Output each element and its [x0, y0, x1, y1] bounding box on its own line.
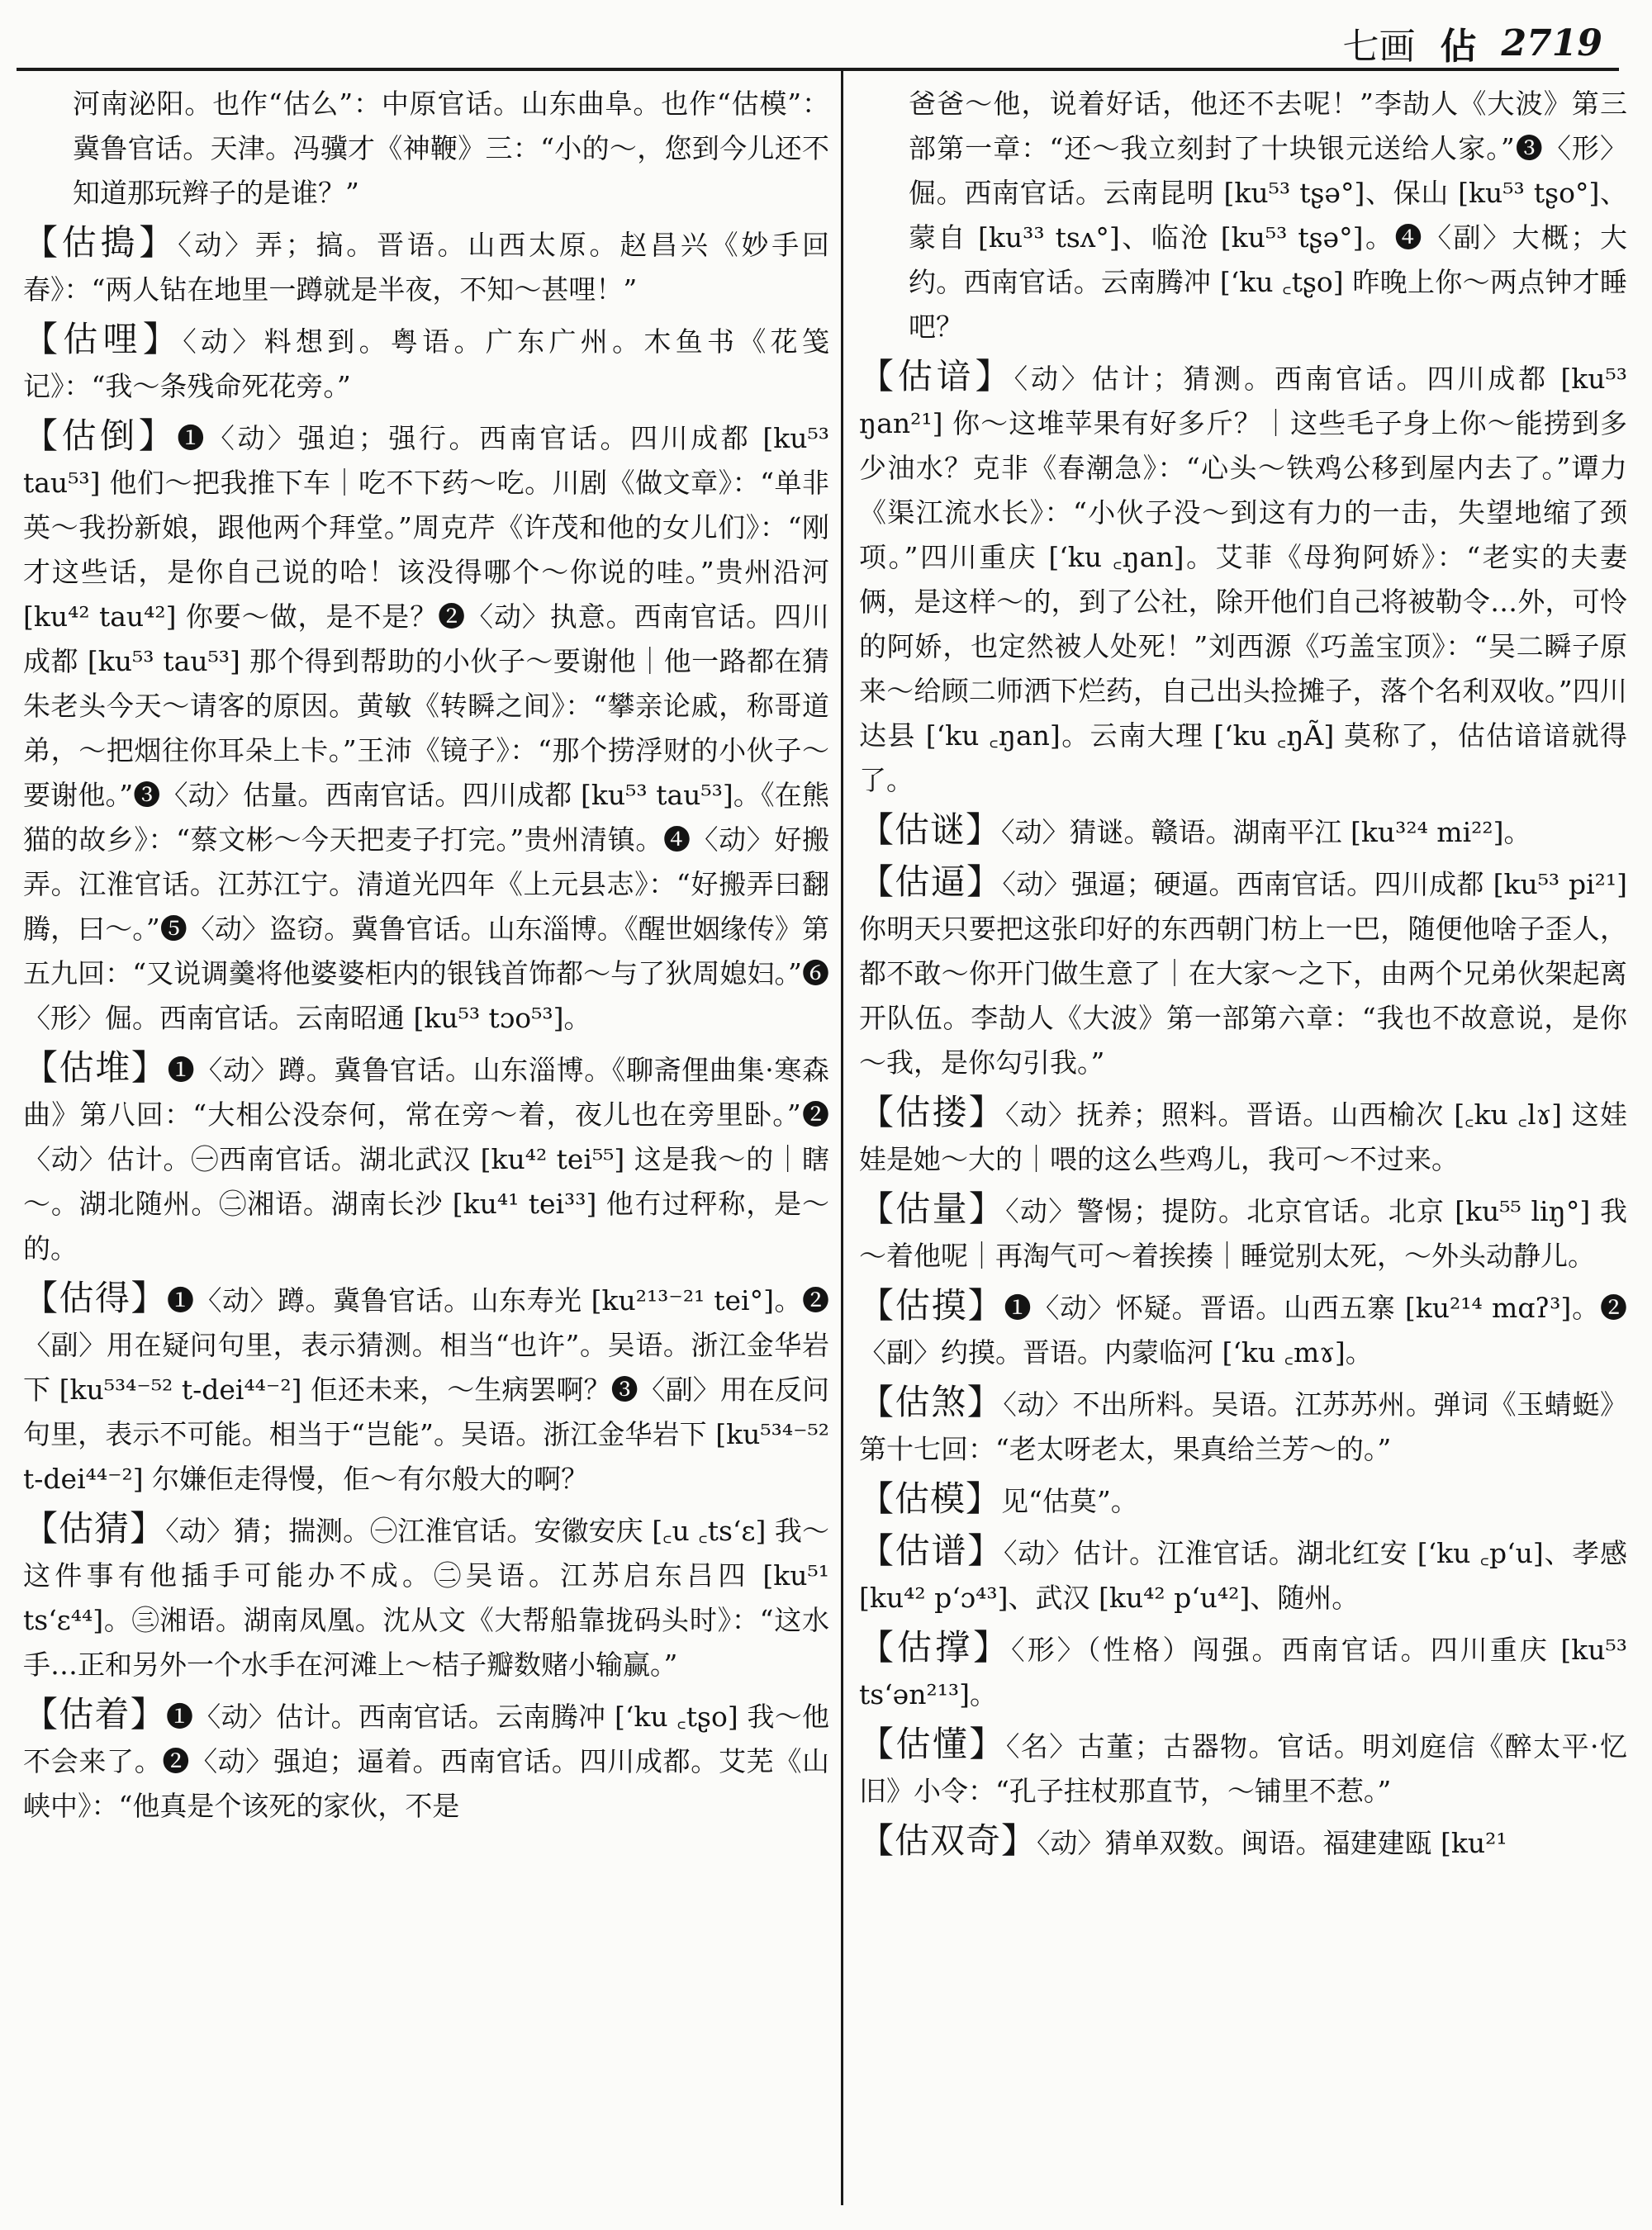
entry-headword: 【估堆】: [23, 1047, 168, 1088]
entry-headword: 【估得】: [23, 1278, 168, 1318]
dictionary-entry: [859, 1819, 1627, 1866]
entry-headword: 【估谜】: [859, 809, 1002, 850]
entry-headword: 【估搂】: [859, 1092, 1006, 1132]
dictionary-entry: [859, 354, 1627, 803]
page-number: 2719: [1501, 21, 1602, 64]
entry-text: ❶〈动〉蹲。冀鲁官话。山东淄博。《聊斋俚曲集·寒森曲》第八回：“大相公没奈何，常在旁～着，夜儿也在旁里卧。”❷〈动〉估计。㊀西南官话。湖北武汉 [ku⁴² tei⁵⁵] 这是我～的｜瞎～。湖北随州。㊁湘语。湖南长沙 [ku⁴¹ tei³³] 他冇过秤称，是～的。: [23, 1054, 829, 1264]
dictionary-entry: [23, 79, 829, 216]
dictionary-entry: [859, 1477, 1627, 1524]
entry-text: 〈名〉古董；古器物。官话。明刘庭信《醉太平·忆旧》小令：“孔子拄杖那直节，～铺里不惹。”: [859, 1730, 1627, 1807]
entry-headword: 【估撑】: [859, 1627, 1012, 1668]
entry-headword: 【估谱】: [859, 1530, 1004, 1571]
entry-headword: 【估煞】: [859, 1382, 1004, 1422]
entry-headword: 【估谙】: [859, 356, 1014, 396]
entry-headword: 【估量】: [859, 1189, 1006, 1229]
dictionary-entry: [859, 1187, 1627, 1279]
entry-headword: 【估着】: [23, 1694, 167, 1734]
entry-text: 〈动〉不出所料。吴语。江苏苏州。弹词《玉蜻蜓》第十七回：“老太呀老太，果真给兰芳～的。”: [859, 1388, 1627, 1465]
section-label: 七画: [1342, 26, 1416, 68]
header-rule: [17, 68, 1619, 71]
dictionary-entry: [859, 1722, 1627, 1814]
dictionary-entry: [859, 860, 1627, 1085]
entry-text: 〈动〉弄；搞。晋语。山西太原。赵昌兴《妙手回春》：“两人钻在地里一蹲就是半夜，不知～甚哩！”: [23, 229, 829, 306]
entry-text: 〈动〉估计。江淮官话。湖北红安 [‘ku ꜀p‘u]、孝感 [ku⁴² p‘ɔ⁴³]、武汉 [ku⁴² p‘u⁴²]、随州。: [859, 1537, 1627, 1614]
entry-text: 〈动〉估计；猜测。西南官话。四川成都 [ku⁵³ ŋan²¹] 你～这堆苹果有好多斤？｜这些毛子身上你～能捞到多少油水？克非《春潮急》：“心头～铁鸡公移到屋内去了。”谭力《渠江流水长》：“小伙子没～到这有力的一击，失望地缩了颈项。”四川重庆 [‘ku ꜀ŋan]。艾菲《母狗阿娇》：“老实的夫妻俩，是这样～的，到了公社，除开他们自己将被勒令…外，可怜的阿娇，也定然被人处死！”刘西源《巧盖宝顶》：“吴二瞬子原来～给顾二师洒下烂药，自己出头捡摊子，落个名利双收。”四川达县 [‘ku ꜀ŋan]。云南大理 [‘ku ꜀ŋÃ] 莫称了，估估谙谙就得了。: [859, 363, 1627, 796]
entry-headword: 【估猜】: [23, 1508, 166, 1549]
dictionary-entry: [23, 1506, 829, 1687]
entry-text: 〈动〉抚养；照料。晋语。山西榆次 [꜀ku ꜀lɤ] 这娃娃是她～大的｜喂的这么些鸡儿，我可～不过来。: [859, 1098, 1627, 1175]
entry-text: 〈形〉（性格）闯强。西南官话。四川重庆 [ku⁵³ ts‘ən²¹³]。: [859, 1634, 1627, 1710]
right-column: [859, 79, 1627, 2213]
dictionary-entry: [859, 79, 1627, 349]
dictionary-entry: [23, 221, 829, 312]
entry-text: ❶〈动〉强迫；强行。西南官话。四川成都 [ku⁵³ tau⁵³] 他们～把我推下车｜吃不下药～吃。川剧《做文章》：“单非英～我扮新娘，跟他两个拜堂。”周克芹《许茂和他的女儿们》：“刚才这些话，是你自己说的哈！该没得哪个～你说的哇。”贵州沿河 [ku⁴² tau⁴²] 你要～做，是不是？❷〈动〉执意。西南官话。四川成都 [ku⁵³ tau⁵³] 那个得到帮助的小伙子～要谢他｜他一路都在猜朱老头今天～请客的原因。黄敏《转瞬之间》：“攀亲论戚，称哥道弟，～把烟往你耳朵上卡。”王沛《镜子》：“那个捞浮财的小伙子～要谢他。”❸〈动〉估量。西南官话。四川成都 [ku⁵³ tau⁵³]。《在熊猫的故乡》：“蔡文彬～今天把麦子打完。”贵州清镇。❹〈动〉好搬弄。江淮官话。江苏江宁。清道光四年《上元县志》：“好搬弄曰翻腾，曰～。”❺〈动〉盗窃。冀鲁官话。山东淄博。《醒世姻缘传》第五九回：“又说调羹将他婆婆柜内的银钱首饰都～与了狄周媳妇。”❻〈形〉倔。西南官话。云南昭通 [ku⁵³ tɔo⁵³]。: [23, 422, 829, 1034]
entry-text: 〈动〉警惕；提防。北京官话。北京 [ku⁵⁵ liŋ°] 我～着他呢｜再淘气可～着挨揍｜睡觉别太死，～外头动静儿。: [859, 1195, 1627, 1272]
entry-headword: 【估模】: [859, 1478, 1002, 1519]
dictionary-entry: [859, 1380, 1627, 1472]
dictionary-entry: [859, 1529, 1627, 1620]
left-column: [23, 79, 829, 2213]
dictionary-entry: [23, 1276, 829, 1502]
entry-headword: 【估倒】: [23, 415, 178, 456]
entry-text: ❶〈动〉蹲。冀鲁官话。山东寿光 [ku²¹³⁻²¹ tei°]。❷〈副〉用在疑问句里，表示猜测。相当“也许”。吴语。浙江金华岩下 [ku⁵³⁴⁻⁵² t-dei⁴⁴⁻²] 佢还未来，～生病罢啊？❸〈副〉用在反问句里，表示不可能。相当于“岂能”。吴语。浙江金华岩下 [ku⁵³⁴⁻⁵² t-dei⁴⁴⁻²] 尔嫌佢走得慢，佢～有尔般大的啊？: [23, 1284, 829, 1495]
dictionary-entry: [859, 1283, 1627, 1375]
index-character: 佔: [1440, 26, 1477, 68]
entry-text: 〈动〉猜单双数。闽语。福建建瓯 [ku²¹: [1037, 1827, 1507, 1859]
dictionary-entry: [859, 808, 1627, 855]
entry-text: 见“估莫”。: [1001, 1485, 1138, 1517]
entry-text: 〈动〉猜；揣测。㊀江淮官话。安徽安庆 [꜀u ꜀ts‘ɛ] 我～这件事有他插手可能办不成。㊁吴语。江苏启东吕四 [ku⁵¹ ts‘ɛ⁴⁴]。㊂湘语。湖南凤凰。沈从文《大帮船靠拢码头时》：“这水手…正和另外一个水手在河滩上～桔子瓣数赌小输赢。”: [23, 1515, 829, 1681]
dictionary-entry: [23, 414, 829, 1041]
entry-text: 爸爸～他，说着好话，他还不去呢！”李劼人《大波》第三部第一章：“还～我立刻封了十块银元送给人家。”❸〈形〉倔。西南官话。云南昆明 [ku⁵³ tʂə°]、保山 [ku⁵³ tʂo°]、蒙自 [ku³³ tsʌ°]、临沧 [ku⁵³ tʂə°]。❹〈副〉大概；大约。西南官话。云南腾冲 [‘ku ꜀tʂo] 昨晚上你～两点钟才睡吧？: [909, 88, 1627, 343]
page-header: [33, 18, 1602, 68]
entry-text: 河南泌阳。也作“估么”：中原官话。山东曲阜。也作“估模”：冀鲁官话。天津。冯骥才《神鞭》三：“小的～，您到今儿还不知道那玩辫子的是谁？”: [73, 88, 829, 209]
entry-text: ❶〈动〉怀疑。晋语。山西五寨 [ku²¹⁴ mɑʔ³]。❷〈副〉约摸。晋语。内蒙临河 [‘ku ꜀mɤ]。: [859, 1292, 1627, 1369]
column-divider: [841, 71, 843, 2205]
dictionary-entry: [23, 317, 829, 409]
dictionary-entry: [23, 1046, 829, 1271]
dictionary-entry: [859, 1090, 1627, 1182]
entry-headword: 【估搗】: [23, 222, 178, 263]
entry-text: 〈动〉猜谜。赣语。湖南平江 [ku³²⁴ mi²²]。: [1001, 816, 1531, 848]
entry-headword: 【估逼】: [859, 861, 1003, 902]
entry-text: 〈动〉强逼；硬逼。西南官话。四川成都 [ku⁵³ pi²¹] 你明天只要把这张印好的东西朝门枋上一巴，随便他啥子歪人，都不敢～你开门做生意了｜在大家～之下，由两个兄弟伙架起离开队伍。李劼人《大波》第一部第六章：“我也不故意说，是你～我，是你勾引我。”: [859, 868, 1627, 1079]
entry-headword: 【估摸】: [859, 1285, 1004, 1326]
entry-headword: 【估懂】: [859, 1724, 1006, 1764]
entry-text: 〈动〉料想到。粤语。广东广州。木鱼书《花笺记》：“我～条残命死花旁。”: [23, 325, 829, 402]
entry-headword: 【估双奇】: [859, 1820, 1037, 1861]
entry-headword: 【估哩】: [23, 319, 183, 359]
dictionary-entry: [23, 1692, 829, 1829]
entry-text: ❶〈动〉估计。西南官话。云南腾冲 [‘ku ꜀tʂo] 我～他不会来了。❷〈动〉强迫；逼着。西南官话。四川成都。艾芜《山峡中》：“他真是个该死的家伙，不是: [23, 1701, 829, 1822]
dictionary-entry: [859, 1625, 1627, 1717]
